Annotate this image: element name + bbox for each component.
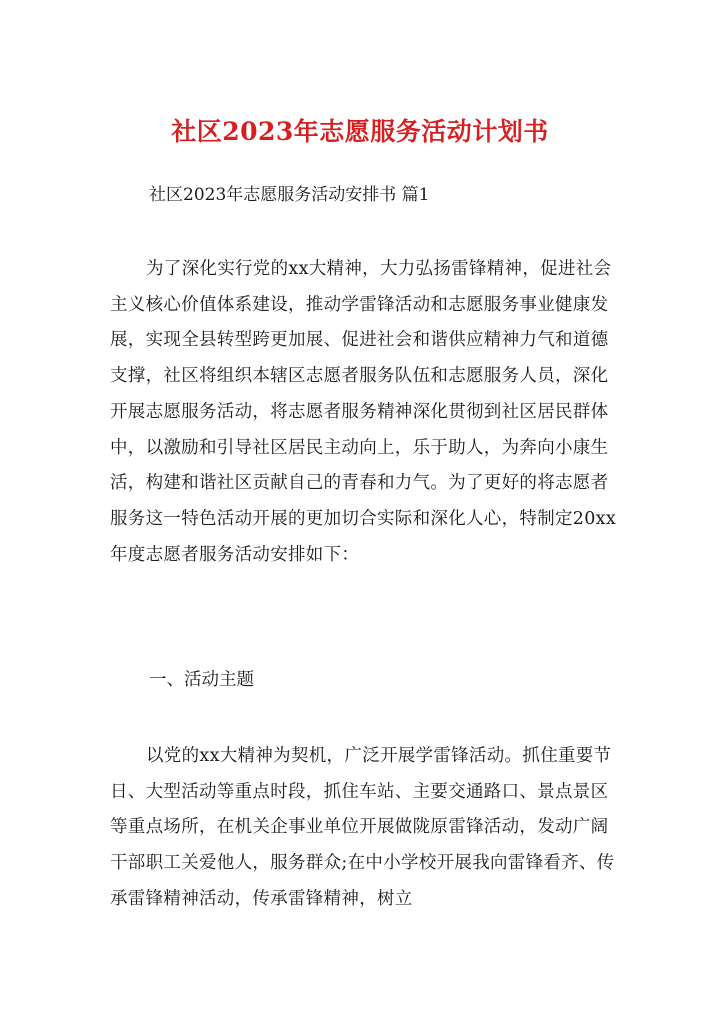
paragraph-intro: 为了深化实行党的xx大精神，大力弘扬雷锋精神，促进社会主义核心价值体系建设，推动学雷锋活动和志愿服务事业健康发展，实现全县转型跨更加展、促进社会和谐供应精神力气和道德支撑，社区将组织本辖区志愿者服务队伍和志愿服务人员，深化开展志愿服务活动，将志愿者服务精神深化贯彻到社区居民群体中，以激励和引导社区居民主动向上，乐于助人，为奔向小康生活，构建和谐社区贡献自己的青春和力气。为了更好的将志愿者服务这一特色活动开展的更加切合实际和深化人心，特制定20xx年度志愿者服务活动安排如下： (110, 259, 617, 565)
document-title: 社区2023年志愿服务活动计划书 (171, 117, 549, 146)
paragraph-activity-theme: 以党的xx大精神为契机，广泛开展学雷锋活动。抓住重要节日、大型活动等重点时段，抓住车站、主要交通路口、景点景区等重点场所，在机关企事业单位开展做陇原雷锋活动，发动广阔干部职工关爱他人，服务群众;在中小学校开展我向雷锋看齐、传承雷锋精神活动，传承雷锋精神，树立 (110, 746, 615, 909)
section-heading-activity-theme: 一、活动主题 (149, 670, 254, 690)
document-subtitle: 社区2023年志愿服务活动安排书 篇1 (149, 185, 430, 205)
